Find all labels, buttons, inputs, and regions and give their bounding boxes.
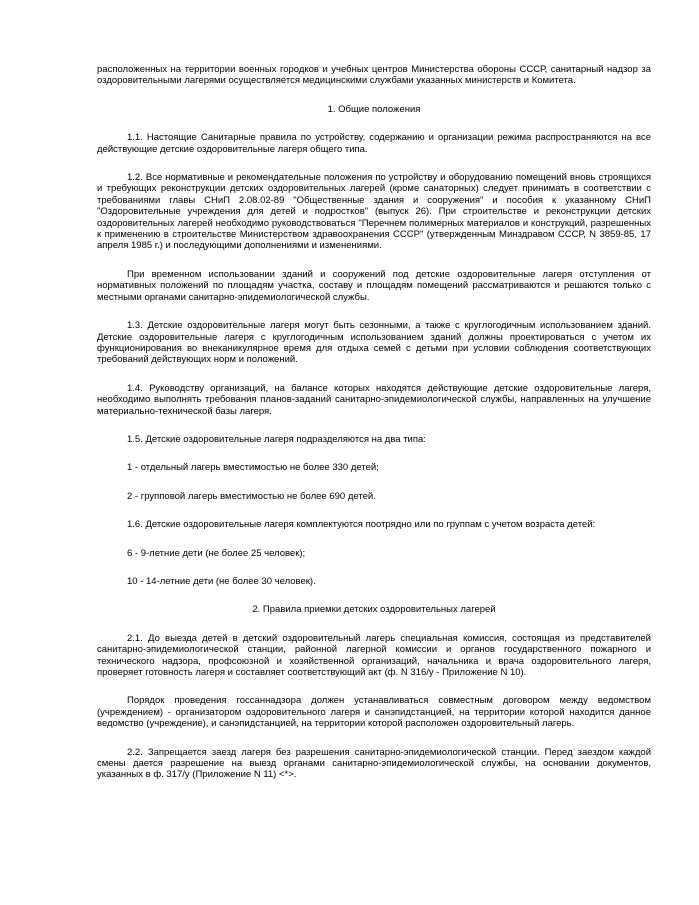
paragraph-1-2: 1.2. Все нормативные и рекомендательные положения по устройству и оборудованию помещений вновь строящихся и требующих реконструкции детских оздоровительных лагерей (кроме санаторных) следует принимать в соответствии с требованиями главы СНиП 2.08.02-89 "Общественные здания и сооружения" и пособия к указанному СНиП "Оздоровительные учреждения для детей и подростков" (выпуск 26). При строительстве и реконструкции детских оздоровительных лагерей необходимо руководствоваться "Перечнем полимерных материалов и конструкций, разрешенных к применению в строительстве Министерством здравоохранения СССР" (утвержденным Минздравом СССР, N 3859-85, 17 апреля 1985 г.) и последующими дополнениями и изменениями. bbox=[97, 172, 651, 252]
paragraph-temporary-use: При временном использовании зданий и сооружений под детские оздоровительные лагеря отступления от нормативных положений по площадям участка, составу и площадям помещений рассматриваются и решаются только с местными органами санитарно-эпидемиологической службы. bbox=[97, 268, 651, 303]
paragraph-2-2: 2.2. Запрещается заезд лагеря без разрешения санитарно-эпидемиологической станции. Перед заездом каждой смены дается разрешение на выезд органами санитарно-эпидемиологической службы, на основании документов, указанных в ф. 317/у (Приложение N 11) <*>. bbox=[97, 746, 651, 781]
section-heading-general: 1. Общие положения bbox=[327, 103, 421, 115]
paragraph-procedure: Порядок проведения госсаннадзора должен устанавливаться совместным договором между ведомством (учреждением) - организатором оздоровительного лагеря и санэпидстанцией, на территории которой находится данное ведомство (учреждение), и санэпидстанцией, на территории которой расположен оздоровительный лагерь. bbox=[97, 695, 651, 730]
paragraph-1-3: 1.3. Детские оздоровительные лагеря могут быть сезонными, а также с круглогодичным использованием зданий. Детские оздоровительные лагеря с круглогодичным использованием зданий должны проектироваться с учетом их функционирования во внеканикулярное время для отдыха семей с детьми при условии соблюдения соответствующих требований действующих норм и положений. bbox=[97, 320, 651, 366]
document-page bbox=[97, 64, 651, 798]
paragraph-continuation: расположенных на территории военных городков и учебных центров Министерства обороны СССР, санитарный надзор за оздоровительными лагерями осуществляется медицинскими службами указанных министерств и Комитета. bbox=[97, 64, 651, 87]
list-item-type-2: 2 - групповой лагерь вместимостью не более 690 детей. bbox=[127, 490, 376, 502]
paragraph-1-6: 1.6. Детские оздоровительные лагеря комплектуются поотрядно или по группам с учетом возраста детей: bbox=[127, 519, 596, 531]
section-heading-acceptance: 2. Правила приемки детских оздоровительных лагерей bbox=[252, 604, 496, 616]
paragraph-1-5: 1.5. Детские оздоровительные лагеря подразделяются на два типа: bbox=[127, 433, 426, 445]
paragraph-1-4: 1.4. Руководству организаций, на балансе которых находятся действующие детские оздоровительные лагеря, необходимо выполнять требования планов-заданий санитарно-эпидемиологической службы, направленных на улучшение материально-технической базы лагеря. bbox=[97, 382, 651, 417]
paragraph-1-1: 1.1. Настоящие Санитарные правила по устройству, содержанию и организации режима распространяются на все действующие детские оздоровительные лагеря общего типа. bbox=[97, 132, 651, 155]
list-item-type-1: 1 - отдельный лагерь вместимостью не более 330 детей; bbox=[127, 462, 379, 474]
list-item-age-10-14: 10 - 14-летние дети (не более 30 человек). bbox=[127, 575, 316, 587]
list-item-age-6-9: 6 - 9-летние дети (не более 25 человек); bbox=[127, 547, 306, 559]
paragraph-2-1: 2.1. До выезда детей в детский оздоровительный лагерь специальная комиссия, состоящая из представителей санитарно-эпидемиологической станции, районной лагерной комиссии и органов государственного пожарного и технического надзора, профсоюзной и хозяйственной организаций, начальника и врача оздоровительного лагеря, проверяет готовность лагеря и составляет соответствующий акт (ф. N 316/у - Приложение N 10). bbox=[97, 632, 651, 678]
